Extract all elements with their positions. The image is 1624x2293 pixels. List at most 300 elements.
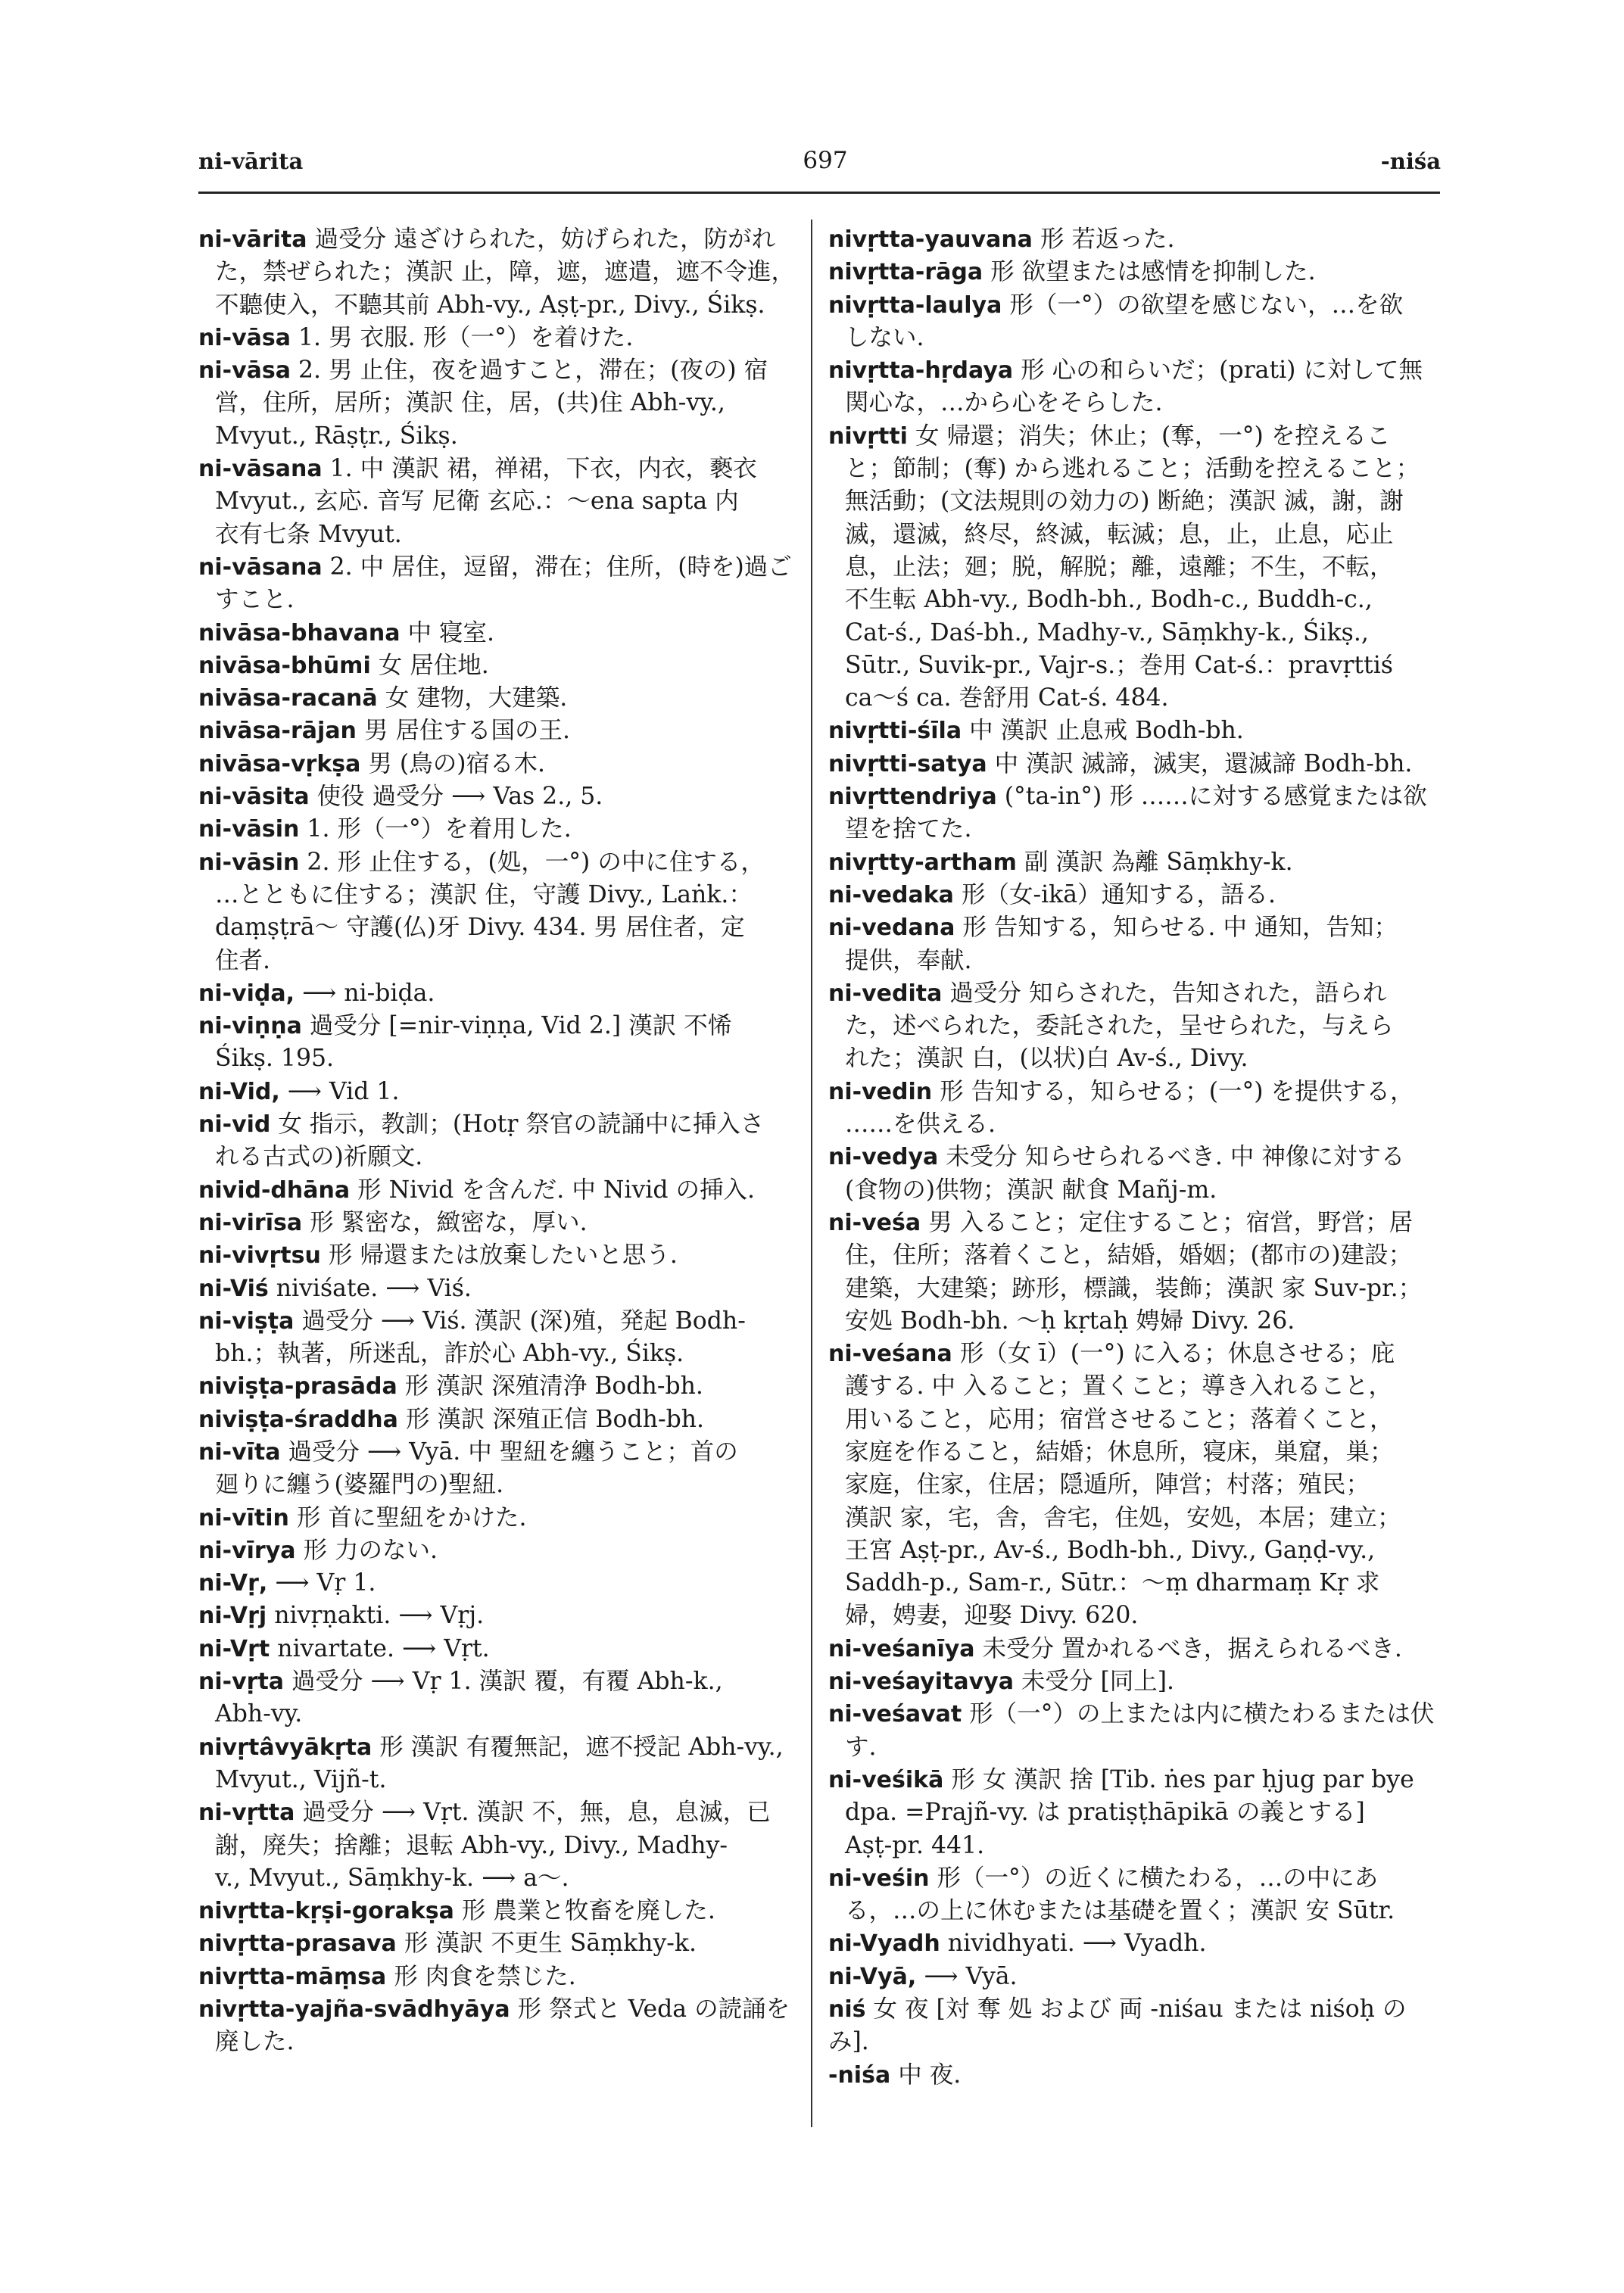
dictionary-entry (198, 1239, 796, 1272)
entry-line (828, 945, 1440, 977)
headword: ni-vāsa (198, 324, 291, 351)
headword: ni-vedana (828, 914, 955, 942)
entry-line (828, 2059, 1440, 2092)
headword: nivāsa-bhūmi (198, 652, 371, 679)
dictionary-entry (828, 1961, 1440, 1993)
dictionary-entry (198, 780, 796, 813)
entry-line (828, 551, 1440, 584)
entry-text: v., Mvyut., Sāṃkhy-k. ⟶ a～. (215, 1864, 569, 1892)
entry-text: …とともに住する；漢訳 住，守護 Divy., Laṅk.： (215, 880, 753, 908)
entry-line (828, 911, 1440, 944)
headword: ni-virīsa (198, 1209, 303, 1236)
entry-line (198, 223, 796, 256)
dictionary-entry (828, 780, 1440, 846)
entry-text: 滅，還滅，終尽，終滅，転滅；息，止，止息，応止 (845, 520, 1394, 548)
dictionary-entry (198, 1665, 796, 1731)
headword: ni-vīrya (198, 1537, 296, 1564)
entry-text: 男 入ること；定住すること；宿営，野営；居 (928, 1208, 1414, 1236)
entry-text: 安処 Bodh-bh. ～ḥ kṛtaḥ 娉婦 Divy. 26. (845, 1307, 1295, 1335)
entry-text: 住者. (215, 946, 271, 974)
dictionary-entry (198, 813, 796, 846)
dictionary-entry (828, 1862, 1440, 1928)
headword: ni-vivṛtsu (198, 1242, 321, 1270)
entry-line (198, 1665, 796, 1698)
dictionary-entry (828, 1207, 1440, 1338)
entry-line (828, 1862, 1440, 1895)
entry-text: 家庭，住家，住居；隠遁所，陣営；村落；殖民； (845, 1471, 1370, 1499)
entry-line (198, 2026, 796, 2058)
entry-line (828, 519, 1440, 551)
headword: nivṛtta-laulya (828, 291, 1002, 319)
entry-text: Cat-ś., Daś-bh., Madhy-v., Sāṃkhy-k., Śikṣ., (845, 618, 1369, 646)
entry-line (828, 1600, 1440, 1632)
entry-line (198, 256, 796, 288)
entry-text: 住，住所；落着くこと，結婚，婚姻；(都市の)建設； (845, 1242, 1413, 1270)
entry-line (828, 354, 1440, 387)
entry-line (828, 1502, 1440, 1534)
entry-text: ⟶ Vid 1. (287, 1077, 400, 1105)
entry-line (828, 879, 1440, 911)
left-column (198, 223, 796, 2059)
entry-line (828, 453, 1440, 485)
entry-text: 過受分 [=nir-viṇṇa, Vid 2.] 漢訳 不悕 (309, 1012, 732, 1040)
dictionary-entry (198, 1502, 796, 1534)
entry-text: 王宮 Aṣṭ-pr., Av-ś., Bodh-bh., Divy., Gaṇḍ-vy., (845, 1536, 1376, 1564)
entry-text: 過受分 ⟶ Viś. 漢訳 (深)殖，発起 Bodh- (301, 1307, 746, 1335)
entry-line (828, 1370, 1440, 1403)
entry-text: 2. 形 止住する，(処，一°) の中に住する， (307, 848, 765, 876)
entry-text: Sūtr., Suvik-pr., Vajr-s.；巻用 Cat-ś.：pravṛttiś (845, 651, 1393, 679)
entry-text: ⟶ Vṛ 1. (275, 1569, 376, 1597)
entry-line (198, 846, 796, 879)
entry-text: 廃した. (215, 2028, 295, 2056)
entry-line (828, 1239, 1440, 1272)
entry-text: 形 漢訳 有覆無記，遮不授記 Abh-vy., (379, 1733, 784, 1761)
entry-text: 2. 中 居住，逗留，滞在；住所，(時を)過ご (329, 553, 792, 581)
entry-line (198, 1830, 796, 1862)
entry-text: Mvyut., Vijñ-t. (215, 1765, 387, 1793)
entry-text: 護する. 中 入ること；置くこと；導き入れること， (845, 1372, 1393, 1400)
entry-text: Aṣṭ-pr. 441. (845, 1831, 985, 1859)
entry-line (198, 715, 796, 747)
entry-line (198, 387, 796, 419)
dictionary-entry (828, 911, 1440, 977)
entry-text: Mvyut., Rāṣṭr., Śikṣ. (215, 422, 458, 450)
headword: ni-Vṛ, (198, 1570, 268, 1597)
dictionary-entry (828, 1665, 1440, 1698)
headword: ni-viḍa, (198, 980, 295, 1007)
headword: ni-veśana (828, 1341, 952, 1368)
headword: ni-vāsana (198, 456, 323, 483)
entry-text: 息，止法；廻；脱，解脱；離，遠離；不生，不転， (845, 553, 1394, 581)
headword: nivṛtta-prasava (198, 1930, 397, 1958)
entry-line (828, 1010, 1440, 1042)
dictionary-entry (198, 1370, 796, 1403)
entry-line (198, 650, 796, 682)
entry-text: しない. (845, 323, 924, 351)
entry-text: 不生転 Abh-vy., Bodh-bh., Bodh-c., Buddh-c., (845, 586, 1373, 614)
entry-line (828, 1698, 1440, 1731)
entry-line (828, 1042, 1440, 1075)
entry-text: 形（女 ī）(一°) に入る；休息させる；庇 (959, 1340, 1395, 1368)
entry-line (198, 682, 796, 715)
entry-line (828, 1273, 1440, 1305)
entry-text: 1. 中 漢訳 裙，禅裙，下衣，内衣，褻衣 (329, 455, 757, 483)
entry-text: 使役 過受分 ⟶ Vas 2., 5. (316, 783, 603, 811)
dictionary-entry (198, 1174, 796, 1207)
entry-line (198, 1273, 796, 1305)
headword: ni-vāsana (198, 553, 323, 581)
headword: nivṛtty-artham (828, 849, 1017, 876)
dictionary-entry (198, 1731, 796, 1797)
entry-text: nivṛṇakti. ⟶ Vṛj. (274, 1602, 485, 1630)
headword: ni-veśin (828, 1865, 930, 1892)
dictionary-entry (828, 289, 1440, 355)
entry-line (828, 1764, 1440, 1796)
headword: nivṛtti (828, 422, 908, 450)
entry-line (198, 748, 796, 780)
headword: nivṛtta-yauvana (828, 226, 1033, 253)
entry-text: 形（一°）の上または内に横たわるまたは伏 (969, 1700, 1435, 1728)
running-head-right: -niśa (1380, 148, 1441, 174)
entry-text: 未受分 置かれるべき，据えられるべき. (982, 1634, 1402, 1662)
entry-line (828, 1108, 1440, 1141)
entry-line (198, 1370, 796, 1403)
entry-line (198, 977, 796, 1010)
entry-line (198, 879, 796, 911)
headword: ni-viṣṭa (198, 1307, 295, 1335)
headword: ni-Vṛt (198, 1635, 270, 1662)
entry-line (198, 289, 796, 322)
entry-text: 未受分 [同上]. (1021, 1668, 1175, 1696)
dictionary-entry (828, 748, 1440, 780)
entry-text: 過受分 ⟶ Vṛt. 漢訳 不，無，息，息滅，已 (302, 1799, 771, 1827)
dictionary-entry (198, 1534, 796, 1567)
entry-line (198, 1895, 796, 1927)
entry-text: 形（女-ikā）通知する，語る. (961, 880, 1276, 908)
headword: ni-vāsita (198, 784, 310, 811)
dictionary-entry (198, 1993, 796, 2059)
headword: ni-veśayitavya (828, 1668, 1014, 1696)
headword: niviṣṭa-śraddha (198, 1406, 398, 1433)
entry-line (828, 1174, 1440, 1207)
entry-text: Śikṣ. 195. (215, 1045, 335, 1073)
headword: ni-vāsin (198, 849, 300, 876)
entry-text: 形 肉食を禁じた. (394, 1962, 576, 1990)
entry-text: 形（一°）の欲望を感じない，…を欲 (1009, 291, 1404, 319)
entry-line (198, 1239, 796, 1272)
entry-text: 関心な，…から心をそらした. (845, 389, 1163, 417)
dictionary-entry (198, 1305, 796, 1371)
entry-line (198, 420, 796, 453)
dictionary-entry (198, 682, 796, 715)
dictionary-entry (828, 846, 1440, 879)
headword: ni-vedya (828, 1144, 939, 1171)
entry-text: れる古式の)祈願文. (215, 1143, 423, 1171)
entry-text: 女 帰還；消失；休止；(奪，一°) を控えるこ (915, 422, 1391, 450)
headword: ni-Viś (198, 1275, 269, 1302)
entry-line (198, 1731, 796, 1764)
dictionary-entry (828, 879, 1440, 911)
entry-line (198, 1469, 796, 1501)
dictionary-entry (828, 1633, 1440, 1665)
dictionary-entry (828, 1698, 1440, 1764)
entry-text: nividhyati. ⟶ Vyadh. (947, 1930, 1207, 1958)
entry-line (828, 1665, 1440, 1698)
dictionary-entry (198, 1600, 796, 1632)
entry-text: 女 建物，大建築. (385, 684, 568, 712)
headword: nivṛtta-yajña-svādhyāya (198, 1996, 510, 2024)
entry-line (198, 1961, 796, 1993)
entry-line (198, 911, 796, 944)
running-head-left: ni-vārita (198, 148, 304, 174)
dictionary-entry (198, 1108, 796, 1174)
entry-text: ca～ś ca. 巻舒用 Cat-ś. 484. (845, 684, 1169, 712)
entry-text: 形 若返った. (1040, 226, 1175, 253)
entry-line (198, 485, 796, 518)
entry-text: 女 居住地. (378, 651, 489, 679)
headword: ni-veśavat (828, 1701, 962, 1728)
entry-text: た，禁ぜられた；漢訳 止，障，遮，遮遣，遮不令進， (215, 258, 796, 286)
headword: ni-Vid, (198, 1078, 280, 1105)
dictionary-entry (198, 977, 796, 1010)
entry-line (198, 1338, 796, 1370)
headword: ni-vedaka (828, 881, 954, 908)
entry-text: 望を捨てた. (845, 815, 972, 843)
entry-text: れた；漢訳 白，(以状)白 Av-ś., Divy. (845, 1045, 1248, 1073)
entry-line (198, 780, 796, 813)
entry-text: 形 首に聖紐をかけた. (296, 1503, 527, 1531)
entry-line (828, 1141, 1440, 1173)
entry-line (828, 1567, 1440, 1600)
entry-text: (°ta-in°) 形 ……に対する感覚または欲 (1004, 783, 1427, 811)
dictionary-entry (828, 715, 1440, 747)
dictionary-entry (198, 1895, 796, 1927)
entry-line (828, 1830, 1440, 1862)
dictionary-entry (198, 715, 796, 747)
entry-text: る，…の上に休むまたは基礎を置く；漢訳 安 Sūtr. (845, 1897, 1395, 1925)
entry-line (198, 1207, 796, 1239)
entry-text: 中 寝室. (407, 618, 495, 646)
entry-line (828, 289, 1440, 322)
entry-text: 衣有七条 Mvyut. (215, 520, 402, 548)
entry-text: 2. 男 止住，夜を過すこと，滞在；(夜の) 宿 (298, 357, 768, 385)
entry-text: 過受分 ⟶ Vyā. 中 聖紐を纏うこと；首の (288, 1438, 738, 1466)
dictionary-entry (828, 1338, 1440, 1633)
entry-line (828, 1404, 1440, 1436)
dictionary-entry (828, 2059, 1440, 2092)
entry-line (198, 1108, 796, 1141)
entry-text: 1. 形（一°）を着用した. (307, 815, 572, 843)
entry-text: (食物の)供物；漢訳 献食 Mañj-m. (845, 1176, 1217, 1204)
entry-line (828, 1895, 1440, 1927)
entry-line (198, 1141, 796, 1173)
page-number: 697 (803, 147, 848, 174)
headword: ni-vṛta (198, 1668, 285, 1696)
entry-text: 形 漢訳 深殖清浄 Bodh-bh. (404, 1372, 703, 1400)
headword: nivṛtta-kṛṣi-gorakṣa (198, 1898, 454, 1925)
entry-text: 廻りに纏う(婆羅門の)聖紐. (215, 1471, 504, 1499)
entry-line (828, 1076, 1440, 1108)
entry-line (198, 1305, 796, 1338)
headword: ni-vṛtta (198, 1799, 295, 1827)
entry-text: 形 告知する，知らせる. 中 通知，告知； (962, 914, 1398, 942)
entry-text: 女 夜 [対 奪 処 および 両 -niśau または niśoḥ のみ]. (828, 1995, 1407, 2056)
entry-line (198, 1076, 796, 1108)
dictionary-entry (198, 617, 796, 650)
headword: ni-vedin (828, 1078, 933, 1105)
entry-line (198, 354, 796, 387)
headword: ni-veśa (828, 1209, 921, 1236)
entry-line (198, 945, 796, 977)
dictionary-entry (828, 256, 1440, 288)
entry-line (198, 453, 796, 485)
entry-text: 形（一°）の近くに横たわる，…の中にあ (937, 1864, 1379, 1892)
headword: ni-vāsa (198, 357, 291, 385)
headword: niś (828, 1996, 866, 2024)
headword: niviṣṭa-prasāda (198, 1373, 397, 1400)
headword: nivṛtta-rāga (828, 259, 983, 286)
entry-text: 形 心の和らいだ；(prati) に対して無 (1021, 357, 1423, 385)
headword: nivṛtâvyākṛta (198, 1734, 372, 1761)
dictionary-entry (198, 354, 796, 453)
entry-line (198, 1993, 796, 2026)
entry-line (828, 1469, 1440, 1501)
dictionary-entry (828, 223, 1440, 256)
entry-text: 副 漢訳 為離 Sāṃkhy-k. (1024, 848, 1293, 876)
entry-line (828, 1436, 1440, 1469)
entry-line (828, 1961, 1440, 1993)
dictionary-entry (198, 1567, 796, 1600)
headword: -niśa (828, 2061, 891, 2089)
dictionary-entry (198, 1273, 796, 1305)
entry-line (828, 387, 1440, 419)
entry-line (198, 1698, 796, 1731)
headword: nivid-dhāna (198, 1176, 351, 1204)
entry-text: 形 Nivid を含んだ. 中 Nivid の挿入. (357, 1176, 756, 1204)
entry-text: Abh-vy. (215, 1700, 303, 1728)
entry-text: 未受分 知らせられるべき. 中 神像に対する (946, 1143, 1405, 1171)
headword: ni-Vṛj (198, 1603, 267, 1630)
entry-text: bh.；執著，所迷乱，詐於心 Abh-vy., Śikṣ. (215, 1340, 684, 1368)
headword: ni-Vyadh (828, 1930, 940, 1958)
entry-line (828, 650, 1440, 682)
entry-line (198, 1600, 796, 1632)
entry-line (828, 1993, 1440, 2059)
dictionary-entry (198, 1404, 796, 1436)
dictionary-entry (198, 748, 796, 780)
entry-text: dpa. =Prajñ-vy. は pratiṣṭhāpikā の義とする] (845, 1799, 1365, 1827)
entry-line (198, 813, 796, 846)
headword: ni-veśanīya (828, 1635, 975, 1662)
entry-line (198, 1764, 796, 1796)
dictionary-entry (198, 453, 796, 551)
headword: ni-vid (198, 1111, 271, 1139)
dictionary-entry (198, 322, 796, 354)
entry-text: niviśate. ⟶ Viś. (276, 1274, 472, 1302)
headword: nivāsa-bhavana (198, 619, 401, 646)
headword: ni-vītin (198, 1504, 289, 1531)
entry-line (828, 420, 1440, 453)
entry-text: と；節制；(奪) から逃れること；活動を控えること； (845, 455, 1420, 483)
entry-line (198, 1042, 796, 1075)
entry-text: 形 告知する，知らせる；(一°) を提供する， (940, 1077, 1414, 1105)
dictionary-entry (828, 1927, 1440, 1960)
dictionary-entry (828, 1141, 1440, 1207)
entry-line (828, 322, 1440, 354)
right-column (828, 223, 1440, 2092)
entry-line (828, 223, 1440, 256)
column-divider (811, 220, 812, 2127)
headword: ni-vāsin (198, 816, 300, 843)
entry-line (828, 1207, 1440, 1239)
entry-text: 中 漢訳 止息戒 Bodh-bh. (969, 717, 1244, 745)
entry-text: 営，住所，居所；漢訳 住，居，(共)住 Abh-vy., (215, 389, 725, 417)
entry-line (828, 1633, 1440, 1665)
entry-text: ⟶ ni-biḍa. (302, 979, 435, 1007)
dictionary-entry (198, 223, 796, 322)
dictionary-entry (828, 354, 1440, 420)
dictionary-entry (828, 420, 1440, 715)
entry-line (828, 977, 1440, 1010)
entry-text: 1. 男 衣服. 形（一°）を着けた. (298, 323, 634, 351)
entry-line (198, 1796, 796, 1829)
entry-line (198, 1567, 796, 1600)
entry-line (198, 1633, 796, 1665)
entry-line (828, 485, 1440, 518)
entry-line (198, 584, 796, 616)
entry-line (198, 1502, 796, 1534)
entry-text: ……を供える. (845, 1111, 996, 1139)
entry-text: 提供，奉献. (845, 946, 972, 974)
entry-text: すこと. (215, 586, 295, 614)
dictionary-entry (198, 1010, 796, 1076)
entry-line (828, 1305, 1440, 1338)
entry-text: Mvyut., 玄応. 音写 尼衛 玄応.：～ena sapta 内 (215, 488, 739, 516)
dictionary-entry (198, 1207, 796, 1239)
entry-line (828, 1338, 1440, 1370)
entry-line (828, 617, 1440, 650)
dictionary-entry (828, 1076, 1440, 1142)
headword: ni-viṇṇa (198, 1013, 302, 1040)
entry-line (828, 813, 1440, 846)
headword: ni-vīta (198, 1438, 281, 1466)
entry-text: 形 欲望または感情を抑制した. (990, 258, 1316, 286)
entry-line (198, 1534, 796, 1567)
entry-text: 不聽使入，不聽其前 Abh-vy., Aṣṭ-pr., Divy., Śikṣ. (215, 291, 765, 319)
entry-text: 形 農業と牧畜を廃した. (461, 1897, 715, 1925)
entry-line (198, 322, 796, 354)
entry-text: 形 女 漢訳 捨 [Tib. ṅes par ḥjug par bye (951, 1765, 1414, 1793)
headword: nivāsa-racanā (198, 685, 378, 712)
entry-line (828, 1534, 1440, 1567)
entry-text: 過受分 知らされた，告知された，語られ (949, 979, 1387, 1007)
dictionary-entry (198, 1961, 796, 1993)
entry-text: 形 力のない. (303, 1536, 438, 1564)
dictionary-entry (828, 977, 1440, 1076)
entry-text: 過受分 ⟶ Vṛ 1. 漢訳 覆，有覆 Abh-k., (291, 1668, 723, 1696)
dictionary-entry (198, 1796, 796, 1895)
entry-line (198, 1862, 796, 1895)
entry-text: す. (845, 1733, 877, 1761)
headword: nivṛttendriya (828, 784, 997, 811)
headword: nivṛtta-māṃsa (198, 1963, 387, 1990)
entry-line (198, 1436, 796, 1469)
dictionary-entry (198, 1633, 796, 1665)
headword: nivṛtta-hṛdaya (828, 357, 1014, 385)
dictionary-entry (828, 1764, 1440, 1862)
entry-text: 家庭を作ること，結婚；休息所，寝床，巣窟，巣； (845, 1438, 1394, 1466)
